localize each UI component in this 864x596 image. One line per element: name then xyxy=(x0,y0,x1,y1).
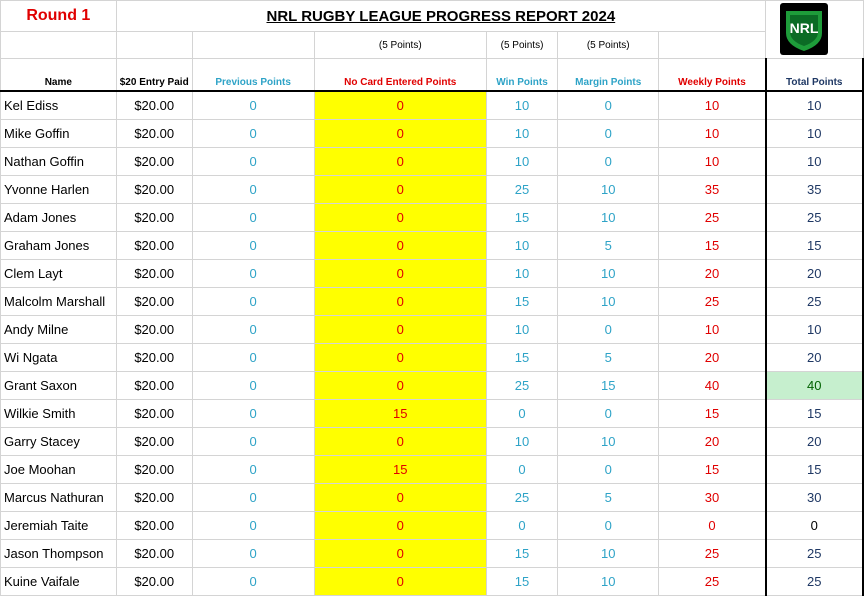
cell-weekly[interactable]: 25 xyxy=(659,288,766,316)
cell-name[interactable]: Jason Thompson xyxy=(1,540,117,568)
cell-previous[interactable]: 0 xyxy=(192,176,314,204)
cell-no-card[interactable]: 0 xyxy=(314,428,486,456)
cell-win[interactable]: 15 xyxy=(487,344,558,372)
report-title[interactable]: NRL RUGBY LEAGUE PROGRESS REPORT 2024 xyxy=(116,1,765,32)
round-label[interactable]: Round 1 xyxy=(1,1,117,32)
cell-win[interactable]: 10 xyxy=(487,260,558,288)
cell-no-card[interactable]: 0 xyxy=(314,176,486,204)
cell-entry[interactable]: $20.00 xyxy=(116,344,192,372)
cell-weekly[interactable]: 10 xyxy=(659,91,766,120)
cell-entry[interactable]: $20.00 xyxy=(116,428,192,456)
cell-weekly[interactable]: 10 xyxy=(659,316,766,344)
cell-name[interactable]: Mike Goffin xyxy=(1,120,117,148)
col-header-previous[interactable]: Previous Points xyxy=(192,59,314,92)
cell-previous[interactable]: 0 xyxy=(192,512,314,540)
cell-no-card[interactable]: 0 xyxy=(314,512,486,540)
cell-margin[interactable]: 10 xyxy=(558,204,659,232)
table-row xyxy=(1,120,864,148)
cell-no-card[interactable]: 0 xyxy=(314,120,486,148)
table-row xyxy=(1,456,864,484)
cell-previous[interactable]: 0 xyxy=(192,400,314,428)
cell-previous[interactable]: 0 xyxy=(192,120,314,148)
cell-name[interactable]: Kel Ediss xyxy=(1,91,117,120)
nrl-logo-icon xyxy=(780,3,828,55)
cell-previous[interactable]: 0 xyxy=(192,260,314,288)
table-row xyxy=(1,512,864,540)
column-header-row xyxy=(1,59,864,92)
cell-total[interactable]: 35 xyxy=(766,176,863,204)
table-row xyxy=(1,288,864,316)
cell-no-card[interactable]: 0 xyxy=(314,344,486,372)
cell-weekly[interactable]: 20 xyxy=(659,428,766,456)
cell-total[interactable]: 40 xyxy=(766,372,863,400)
col-header-win[interactable]: Win Points xyxy=(487,59,558,92)
cell-margin[interactable]: 0 xyxy=(558,400,659,428)
cell-total[interactable]: 10 xyxy=(766,148,863,176)
cell-no-card[interactable]: 0 xyxy=(314,484,486,512)
subheader-win[interactable]: (5 Points) xyxy=(487,32,558,59)
cell-margin[interactable]: 10 xyxy=(558,176,659,204)
cell-weekly[interactable]: 15 xyxy=(659,400,766,428)
cell-total[interactable]: 15 xyxy=(766,456,863,484)
cell-win[interactable]: 15 xyxy=(487,288,558,316)
cell-win[interactable]: 25 xyxy=(487,372,558,400)
cell-total[interactable]: 0 xyxy=(766,512,863,540)
cell-name[interactable]: Kuine Vaifale xyxy=(1,568,117,596)
cell-name[interactable]: Joe Moohan xyxy=(1,456,117,484)
cell-margin[interactable]: 0 xyxy=(558,91,659,120)
cell-name[interactable]: Yvonne Harlen xyxy=(1,176,117,204)
cell-entry[interactable]: $20.00 xyxy=(116,568,192,596)
logo-text: NRL xyxy=(789,20,819,36)
table-row xyxy=(1,372,864,400)
cell-weekly[interactable]: 25 xyxy=(659,204,766,232)
cell-no-card[interactable]: 0 xyxy=(314,260,486,288)
cell-name[interactable]: Grant Saxon xyxy=(1,372,117,400)
col-header-weekly[interactable]: Weekly Points xyxy=(659,59,766,92)
cell-previous[interactable]: 0 xyxy=(192,91,314,120)
cell-previous[interactable]: 0 xyxy=(192,484,314,512)
table-row xyxy=(1,344,864,372)
subheader-no-card[interactable]: (5 Points) xyxy=(314,32,486,59)
cell-entry[interactable]: $20.00 xyxy=(116,288,192,316)
col-header-no-card[interactable]: No Card Entered Points xyxy=(314,59,486,92)
cell-weekly[interactable]: 25 xyxy=(659,540,766,568)
cell-entry[interactable]: $20.00 xyxy=(116,148,192,176)
cell-no-card[interactable]: 0 xyxy=(314,316,486,344)
cell-no-card[interactable]: 0 xyxy=(314,372,486,400)
cell-previous[interactable]: 0 xyxy=(192,288,314,316)
cell-total[interactable]: 10 xyxy=(766,91,863,120)
table-row xyxy=(1,148,864,176)
cell-no-card[interactable]: 0 xyxy=(314,540,486,568)
cell-margin[interactable]: 0 xyxy=(558,120,659,148)
cell-entry[interactable]: $20.00 xyxy=(116,456,192,484)
cell-total[interactable]: 20 xyxy=(766,260,863,288)
cell-previous[interactable]: 0 xyxy=(192,568,314,596)
cell-weekly[interactable]: 10 xyxy=(659,148,766,176)
cell-entry[interactable]: $20.00 xyxy=(116,540,192,568)
cell-margin[interactable]: 5 xyxy=(558,344,659,372)
cell-win[interactable]: 15 xyxy=(487,540,558,568)
cell-name[interactable]: Marcus Nathuran xyxy=(1,484,117,512)
cell-entry[interactable]: $20.00 xyxy=(116,120,192,148)
cell-margin[interactable]: 10 xyxy=(558,260,659,288)
table-row xyxy=(1,400,864,428)
cell-name[interactable]: Nathan Goffin xyxy=(1,148,117,176)
table-row xyxy=(1,260,864,288)
cell-previous[interactable]: 0 xyxy=(192,232,314,260)
cell-win[interactable]: 10 xyxy=(487,232,558,260)
cell-no-card[interactable]: 0 xyxy=(314,204,486,232)
cell-entry[interactable]: $20.00 xyxy=(116,484,192,512)
cell-no-card[interactable]: 0 xyxy=(314,91,486,120)
cell-previous[interactable]: 0 xyxy=(192,316,314,344)
cell-margin[interactable]: 10 xyxy=(558,288,659,316)
cell-name[interactable]: Wilkie Smith xyxy=(1,400,117,428)
cell-previous[interactable]: 0 xyxy=(192,372,314,400)
cell-name[interactable]: Jeremiah Taite xyxy=(1,512,117,540)
cell-win[interactable]: 10 xyxy=(487,428,558,456)
cell-previous[interactable]: 0 xyxy=(192,456,314,484)
col-header-total[interactable]: Total Points xyxy=(766,59,863,92)
cell-weekly[interactable]: 15 xyxy=(659,456,766,484)
table-row xyxy=(1,540,864,568)
cell-margin[interactable]: 0 xyxy=(558,456,659,484)
cell-margin[interactable]: 10 xyxy=(558,568,659,596)
cell-margin[interactable]: 0 xyxy=(558,316,659,344)
col-header-name[interactable]: Name xyxy=(1,59,117,92)
cell-win[interactable]: 0 xyxy=(487,512,558,540)
cell-win[interactable]: 10 xyxy=(487,316,558,344)
cell-win[interactable]: 0 xyxy=(487,456,558,484)
cell-total[interactable]: 15 xyxy=(766,400,863,428)
cell-margin[interactable]: 5 xyxy=(558,232,659,260)
subheader-empty[interactable] xyxy=(116,32,192,59)
cell-entry[interactable]: $20.00 xyxy=(116,316,192,344)
cell-win[interactable]: 15 xyxy=(487,568,558,596)
cell-margin[interactable]: 15 xyxy=(558,372,659,400)
cell-entry[interactable]: $20.00 xyxy=(116,400,192,428)
cell-total[interactable]: 10 xyxy=(766,120,863,148)
cell-total[interactable]: 15 xyxy=(766,232,863,260)
cell-previous[interactable]: 0 xyxy=(192,540,314,568)
cell-previous[interactable]: 0 xyxy=(192,148,314,176)
cell-win[interactable]: 0 xyxy=(487,400,558,428)
cell-no-card[interactable]: 0 xyxy=(314,232,486,260)
cell-win[interactable]: 25 xyxy=(487,484,558,512)
cell-name[interactable]: Clem Layt xyxy=(1,260,117,288)
cell-weekly[interactable]: 10 xyxy=(659,120,766,148)
cell-name[interactable]: Graham Jones xyxy=(1,232,117,260)
cell-total[interactable]: 25 xyxy=(766,540,863,568)
cell-win[interactable]: 15 xyxy=(487,204,558,232)
cell-margin[interactable]: 5 xyxy=(558,484,659,512)
cell-weekly[interactable]: 35 xyxy=(659,176,766,204)
cell-entry[interactable]: $20.00 xyxy=(116,204,192,232)
cell-weekly[interactable]: 15 xyxy=(659,232,766,260)
cell-total[interactable]: 10 xyxy=(766,316,863,344)
cell-win[interactable]: 10 xyxy=(487,148,558,176)
cell-previous[interactable]: 0 xyxy=(192,428,314,456)
cell-weekly[interactable]: 0 xyxy=(659,512,766,540)
title-row xyxy=(1,1,864,32)
cell-entry[interactable]: $20.00 xyxy=(116,91,192,120)
cell-weekly[interactable]: 20 xyxy=(659,344,766,372)
cell-no-card[interactable]: 0 xyxy=(314,148,486,176)
cell-win[interactable]: 25 xyxy=(487,176,558,204)
table-row xyxy=(1,204,864,232)
subheader-empty[interactable] xyxy=(192,32,314,59)
cell-no-card[interactable]: 15 xyxy=(314,456,486,484)
cell-margin[interactable]: 0 xyxy=(558,512,659,540)
col-header-entry[interactable]: $20 Entry Paid xyxy=(116,59,192,92)
cell-total[interactable]: 25 xyxy=(766,288,863,316)
table-row xyxy=(1,316,864,344)
cell-total[interactable]: 20 xyxy=(766,344,863,372)
cell-weekly[interactable]: 40 xyxy=(659,372,766,400)
cell-name[interactable]: Andy Milne xyxy=(1,316,117,344)
cell-entry[interactable]: $20.00 xyxy=(116,512,192,540)
cell-previous[interactable]: 0 xyxy=(192,344,314,372)
cell-total[interactable]: 20 xyxy=(766,428,863,456)
cell-weekly[interactable]: 25 xyxy=(659,568,766,596)
col-header-margin[interactable]: Margin Points xyxy=(558,59,659,92)
cell-name[interactable]: Wi Ngata xyxy=(1,344,117,372)
cell-entry[interactable]: $20.00 xyxy=(116,372,192,400)
cell-no-card[interactable]: 0 xyxy=(314,568,486,596)
cell-margin[interactable]: 10 xyxy=(558,428,659,456)
table-row xyxy=(1,428,864,456)
cell-win[interactable]: 10 xyxy=(487,120,558,148)
cell-no-card[interactable]: 0 xyxy=(314,288,486,316)
table-row xyxy=(1,176,864,204)
cell-total[interactable]: 25 xyxy=(766,568,863,596)
cell-total[interactable]: 30 xyxy=(766,484,863,512)
cell-entry[interactable]: $20.00 xyxy=(116,176,192,204)
cell-weekly[interactable]: 20 xyxy=(659,260,766,288)
cell-entry[interactable]: $20.00 xyxy=(116,260,192,288)
table-row xyxy=(1,91,864,120)
cell-previous[interactable]: 0 xyxy=(192,204,314,232)
cell-total[interactable]: 25 xyxy=(766,204,863,232)
cell-weekly[interactable]: 30 xyxy=(659,484,766,512)
cell-name[interactable]: Garry Stacey xyxy=(1,428,117,456)
subheader-margin[interactable]: (5 Points) xyxy=(558,32,659,59)
cell-entry[interactable]: $20.00 xyxy=(116,232,192,260)
table-row xyxy=(1,232,864,260)
table-row xyxy=(1,568,864,596)
table-row xyxy=(1,484,864,512)
subheader-row xyxy=(1,32,864,59)
subheader-empty[interactable] xyxy=(659,32,766,59)
cell-margin[interactable]: 10 xyxy=(558,540,659,568)
logo-cell[interactable] xyxy=(766,1,863,59)
cell-win[interactable]: 10 xyxy=(487,91,558,120)
subheader-empty[interactable] xyxy=(1,32,117,59)
cell-margin[interactable]: 0 xyxy=(558,148,659,176)
cell-name[interactable]: Malcolm Marshall xyxy=(1,288,117,316)
cell-name[interactable]: Adam Jones xyxy=(1,204,117,232)
cell-no-card[interactable]: 15 xyxy=(314,400,486,428)
